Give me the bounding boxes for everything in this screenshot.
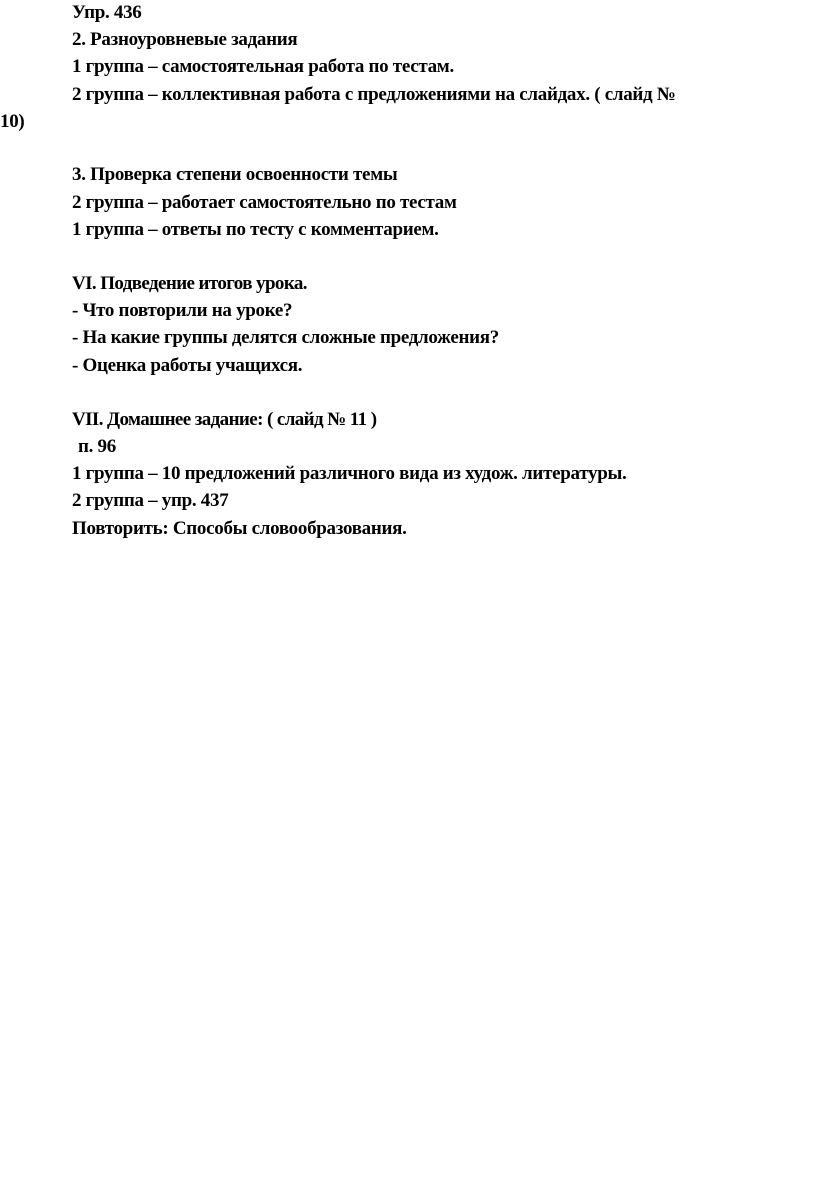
section-vi-heading: VI. Подведение итогов урока.: [72, 273, 307, 294]
section-vii-group2: 2 группа – упр. 437: [72, 490, 229, 511]
section-vi-item: - На какие группы делятся сложные предложения?: [72, 327, 499, 348]
part3-group1: 1 группа – ответы по тесту с комментарием.: [72, 219, 439, 240]
part3-group2: 2 группа – работает самостоятельно по тестам: [72, 192, 457, 213]
section-vi-item: - Что повторили на уроке?: [72, 300, 293, 321]
part2-group1: 1 группа – самостоятельная работа по тестам.: [72, 56, 454, 77]
section-vii-repeat: Повторить: Способы словообразования.: [72, 518, 407, 539]
section-vi-item: - Оценка работы учащихся.: [72, 355, 303, 376]
part3-title: 3. Проверка степени освоенности темы: [72, 164, 398, 185]
section-vii-heading: VII. Домашнее задание: ( слайд № 11 ): [72, 409, 377, 430]
part2-group2: 2 группа – коллективная работа с предложениями на слайдах. ( слайд №: [72, 84, 676, 105]
section-vii-group1: 1 группа – 10 предложений различного вида из худож. литературы.: [72, 463, 627, 484]
part2-title: 2. Разноуровневые задания: [72, 29, 298, 50]
part2-group2-continuation: 10): [0, 111, 25, 132]
exercise-number: Упр. 436: [72, 2, 142, 23]
section-vii-paragraph: п. 96: [78, 436, 116, 457]
